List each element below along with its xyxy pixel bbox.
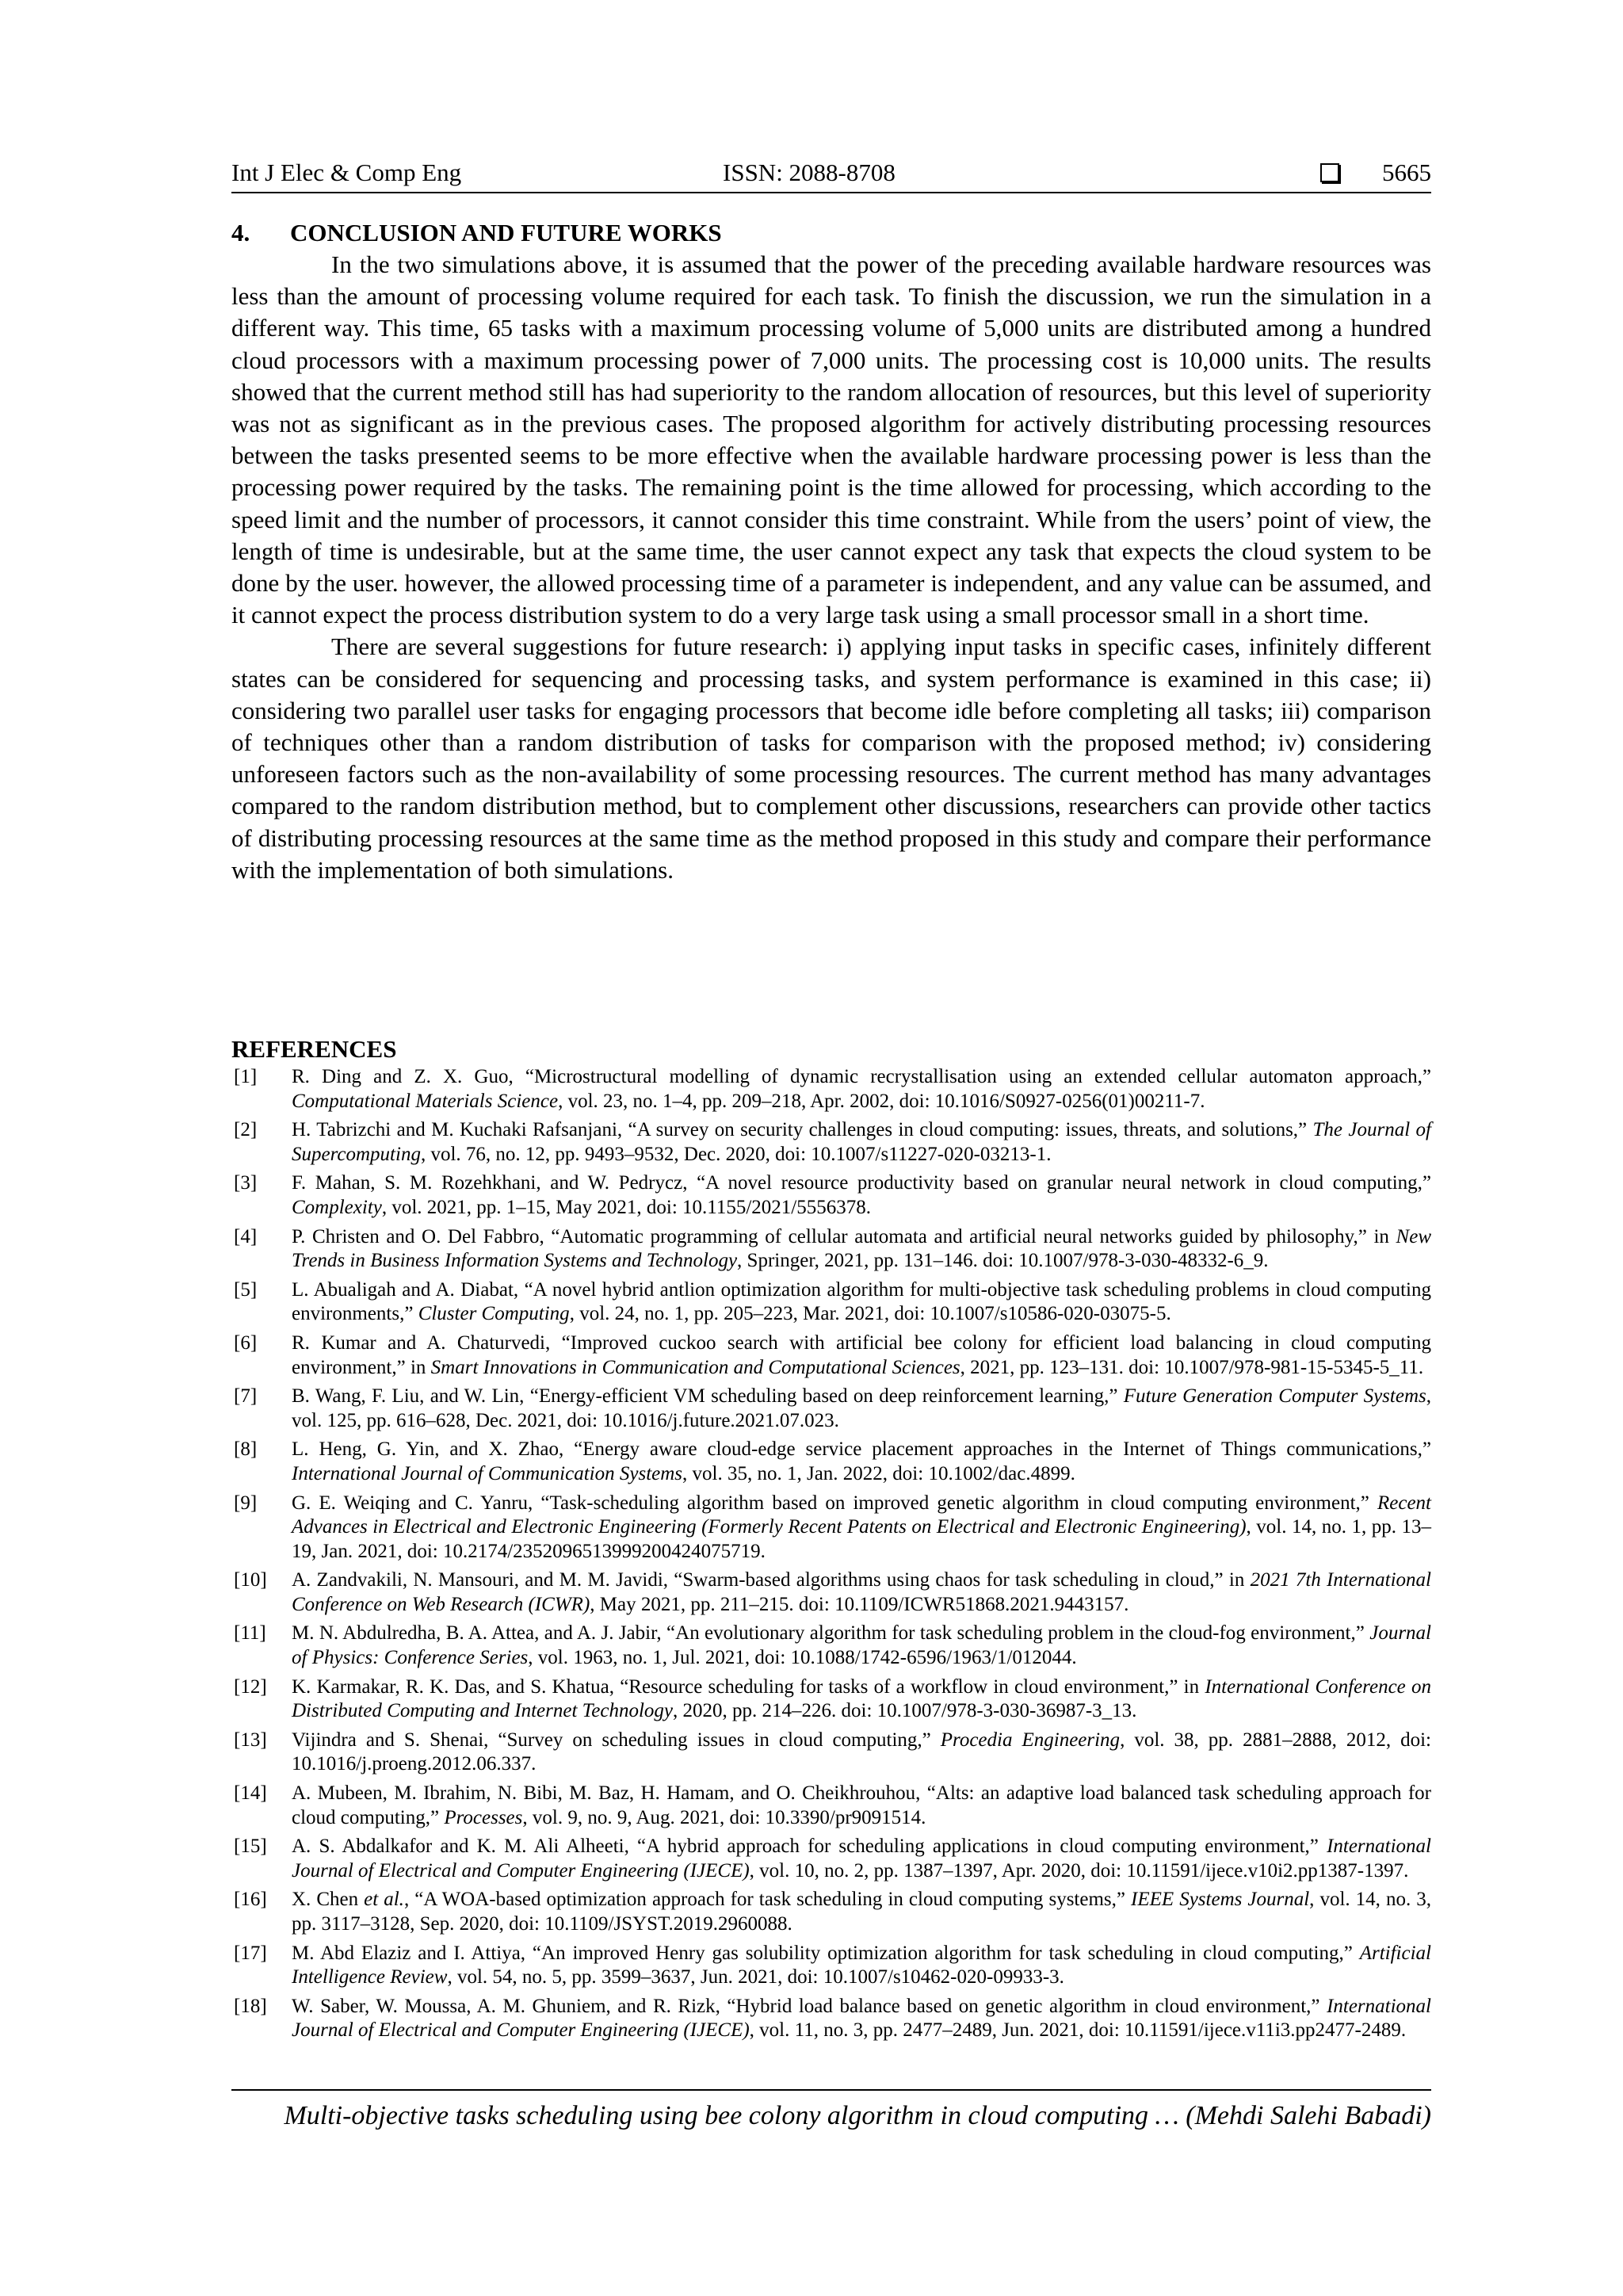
- reference-text: , vol. 76, no. 12, pp. 9493–9532, Dec. 2020, doi: 10.1007/s11227-020-03213-1.: [420, 1143, 1052, 1165]
- reference-venue: International Conference on Distributed Computing and Internet Technology: [292, 1675, 1431, 1722]
- reference-text: , Springer, 2021, pp. 131–146. doi: 10.1007/978-3-030-48332-6_9.: [737, 1250, 1269, 1272]
- reference-item: [231, 1835, 1431, 1883]
- running-footer: Multi-objective tasks scheduling using bee colony algorithm in cloud computing … (Mehdi Salehi Babadi): [284, 2101, 1431, 2130]
- reference-item: [231, 1065, 1431, 1114]
- reference-venue: IEEE Systems Journal: [1131, 1889, 1310, 1911]
- reference-text: R. Ding and Z. X. Guo, “Microstructural modelling of dynamic recrystallisation using an extended cellular automaton approach,”: [292, 1066, 1431, 1087]
- footer-divider: [231, 2089, 1431, 2091]
- reference-item: [231, 1278, 1431, 1327]
- reference-number: [6]: [234, 1331, 258, 1354]
- references-heading: REFERENCES: [231, 1035, 397, 1063]
- reference-venue: 2021 7th International Conference on Web Research (ICWR): [292, 1569, 1431, 1615]
- issn: ISSN: 2088-8708: [723, 159, 896, 186]
- reference-venue: Procedia Engineering: [940, 1729, 1121, 1751]
- reference-item: [231, 1888, 1431, 1936]
- square-box-icon: [1320, 163, 1339, 182]
- reference-venue: Computational Materials Science: [292, 1090, 559, 1112]
- reference-text: R. Kumar and A. Chaturvedi, “Improved cuckoo search with artificial bee colony for efficient load balancing in cloud computing environment,” in: [292, 1331, 1431, 1378]
- reference-text: G. E. Weiqing and C. Yanru, “Task-scheduling algorithm based on improved genetic algorithm in cloud computing environment,”: [292, 1492, 1377, 1514]
- reference-item: [231, 1171, 1431, 1220]
- reference-text: , vol. 38, pp. 2881–2888, 2012, doi: 10.1016/j.proeng.2012.06.337.: [292, 1729, 1431, 1775]
- reference-text: , “A WOA-based optimization approach for task scheduling in cloud computing systems,”: [403, 1889, 1132, 1911]
- reference-venue: The Journal of Supercomputing: [292, 1119, 1431, 1165]
- page-number: 5665: [1382, 159, 1431, 186]
- references-section: [231, 1035, 1431, 2048]
- reference-number: [8]: [234, 1438, 258, 1461]
- reference-text: , vol. 125, pp. 616–628, Dec. 2021, doi: 10.1016/j.future.2021.07.023.: [292, 1385, 1431, 1431]
- reference-item: [231, 1729, 1431, 1777]
- reference-item: [231, 1568, 1431, 1617]
- reference-venue: Complexity: [292, 1196, 382, 1218]
- reference-venue: New Trends in Business Information Systems and Technology: [292, 1225, 1431, 1272]
- reference-item: [231, 1118, 1431, 1167]
- reference-number: [11]: [234, 1622, 266, 1645]
- page-header: [231, 155, 1431, 190]
- reference-number: [7]: [234, 1385, 258, 1408]
- reference-item: [231, 1438, 1431, 1486]
- reference-text: , vol. 23, no. 1–4, pp. 209–218, Apr. 2002, doi: 10.1016/S0927-0256(01)00211-7.: [558, 1090, 1205, 1112]
- reference-venue: Artificial Intelligence Review: [292, 1942, 1431, 1988]
- reference-text: , vol. 24, no. 1, pp. 205–223, Mar. 2021, doi: 10.1007/s10586-020-03075-5.: [569, 1303, 1171, 1325]
- reference-text: A. Mubeen, M. Ibrahim, N. Bibi, M. Baz, H. Hamam, and O. Cheikhrouhou, “Alts: an adaptive load balanced task scheduling approach for cloud computing,”: [292, 1782, 1431, 1828]
- reference-number: [1]: [234, 1066, 258, 1087]
- reference-number: [10]: [234, 1569, 267, 1591]
- reference-venue: Journal of Physics: Conference Series: [292, 1622, 1431, 1669]
- reference-venue: Smart Innovations in Communication and Computational Sciences: [430, 1356, 960, 1378]
- reference-item: [231, 1225, 1431, 1274]
- section-number: 4.: [231, 219, 250, 246]
- reference-text: H. Tabrizchi and M. Kuchaki Rafsanjani, “A survey on security challenges in cloud computing: issues, threats, and solutions,”: [292, 1119, 1313, 1141]
- reference-text: Vijindra and S. Shenai, “Survey on scheduling issues in cloud computing,”: [292, 1729, 941, 1751]
- reference-venue: Processes: [444, 1806, 523, 1828]
- reference-number: [16]: [234, 1889, 267, 1911]
- reference-venue: Cluster Computing: [418, 1303, 570, 1325]
- journal-name: Int J Elec & Comp Eng: [231, 159, 462, 186]
- section-heading: [231, 217, 1431, 249]
- reference-number: [18]: [234, 1995, 267, 2017]
- reference-text: , May 2021, pp. 211–215. doi: 10.1109/ICWR51868.2021.9443157.: [590, 1593, 1129, 1615]
- reference-item: [231, 1782, 1431, 1830]
- reference-text: L. Abualigah and A. Diabat, “A novel hybrid antlion optimization algorithm for multi-objective task scheduling problems in cloud computing environments,”: [292, 1278, 1431, 1325]
- reference-text: A. Zandvakili, N. Mansouri, and M. M. Javidi, “Swarm-based algorithms using chaos for task scheduling in cloud,” in: [292, 1569, 1251, 1591]
- reference-text: P. Christen and O. Del Fabbro, “Automatic programming of cellular automata and artificial neural networks guided by philosophy,” in: [292, 1225, 1396, 1247]
- reference-list: [231, 1065, 1431, 2043]
- reference-number: [14]: [234, 1782, 267, 1805]
- reference-number: [17]: [234, 1942, 267, 1964]
- reference-number: [5]: [234, 1278, 258, 1301]
- reference-text: F. Mahan, S. M. Rozehkhani, and W. Pedrycz, “A novel resource productivity based on granular neural network in cloud computing,”: [292, 1172, 1431, 1194]
- reference-venue: Future Generation Computer Systems: [1123, 1385, 1426, 1408]
- reference-text: B. Wang, F. Liu, and W. Lin, “Energy-efficient VM scheduling based on deep reinforcement learning,”: [292, 1385, 1124, 1408]
- reference-text: , vol. 11, no. 3, pp. 2477–2489, Jun. 2021, doi: 10.11591/ijece.v11i3.pp2477-2489.: [749, 2019, 1407, 2042]
- reference-text: , vol. 35, no. 1, Jan. 2022, doi: 10.1002/dac.4899.: [682, 1462, 1075, 1484]
- reference-text: X. Chen: [292, 1889, 365, 1911]
- reference-text: , vol. 54, no. 5, pp. 3599–3637, Jun. 2021, doi: 10.1007/s10462-020-09933-3.: [447, 1966, 1064, 1988]
- reference-item: [231, 1995, 1431, 2043]
- reference-text: , 2020, pp. 214–226. doi: 10.1007/978-3-030-36987-3_13.: [673, 1700, 1137, 1722]
- reference-text: , vol. 2021, pp. 1–15, May 2021, doi: 10.1155/2021/5556378.: [381, 1196, 871, 1218]
- reference-venue: International Journal of Communication Systems: [292, 1462, 683, 1484]
- reference-venue: et al.: [364, 1889, 404, 1911]
- reference-item: [231, 1942, 1431, 1990]
- reference-item: [231, 1492, 1431, 1564]
- reference-text: , vol. 14, no. 3, pp. 3117–3128, Sep. 2020, doi: 10.1109/JSYST.2019.2960088.: [292, 1889, 1432, 1935]
- reference-number: [15]: [234, 1836, 267, 1858]
- reference-number: [2]: [234, 1119, 258, 1141]
- reference-item: [231, 1675, 1431, 1724]
- reference-text: , vol. 14, no. 1, pp. 13–19, Jan. 2021, doi: 10.2174/2352096513999200424075719.: [292, 1516, 1431, 1562]
- reference-venue: International Journal of Electrical and Computer Engineering (IJECE): [292, 1836, 1431, 1881]
- reference-text: M. N. Abdulredha, B. A. Attea, and A. J. Jabir, “An evolutionary algorithm for task scheduling problem in the cloud-fog environment,”: [292, 1622, 1370, 1645]
- reference-text: , vol. 10, no. 2, pp. 1387–1397, Apr. 2020, doi: 10.11591/ijece.v10i2.pp1387-1397.: [749, 1859, 1409, 1881]
- reference-item: [231, 1622, 1431, 1670]
- reference-item: [231, 1331, 1431, 1380]
- reference-text: K. Karmakar, R. K. Das, and S. Khatua, “Resource scheduling for tasks of a workflow in cloud environment,” in: [292, 1675, 1205, 1698]
- reference-number: [3]: [234, 1172, 258, 1194]
- reference-venue: Recent Advances in Electrical and Electronic Engineering (Formerly Recent Patents on Electrical and Electronic Engineering): [292, 1492, 1431, 1538]
- header-divider: [231, 192, 1431, 193]
- reference-text: , vol. 1963, no. 1, Jul. 2021, doi: 10.1088/1742-6596/1963/1/012044.: [528, 1647, 1077, 1669]
- reference-number: [4]: [234, 1225, 258, 1247]
- reference-text: M. Abd Elaziz and I. Attiya, “An improved Henry gas solubility optimization algorithm for task scheduling in cloud computing,”: [292, 1942, 1360, 1964]
- reference-text: L. Heng, G. Yin, and X. Zhao, “Energy aware cloud-edge service placement approaches in the Internet of Things communications,”: [292, 1438, 1431, 1461]
- reference-text: , vol. 9, no. 9, Aug. 2021, doi: 10.3390/pr9091514.: [522, 1806, 926, 1828]
- reference-number: [12]: [234, 1675, 267, 1698]
- reference-text: W. Saber, W. Moussa, A. M. Ghuniem, and R. Rizk, “Hybrid load balance based on genetic algorithm in cloud environment,”: [292, 1995, 1327, 2017]
- reference-text: , 2021, pp. 123–131. doi: 10.1007/978-981-15-5345-5_11.: [960, 1356, 1424, 1378]
- reference-number: [9]: [234, 1492, 258, 1514]
- reference-item: [231, 1385, 1431, 1433]
- reference-number: [13]: [234, 1729, 267, 1751]
- paragraph-2: There are several suggestions for future research: i) applying input tasks in specific cases, infinitely different states can be considered for sequencing and processing tasks, and system performance is examined in this case; ii) considering two parallel user tasks for engaging processors that become idle before completing all tasks; iii) comparison of techniques other than a random distribution of tasks for comparison with the proposed method; iv) considering unforeseen factors such as the non-availability of some processing resources. The current method has many advantages compared to the random distribution method, but to complement other discussions, researchers can provide other tactics of distributing processing resources at the same time as the method proposed in this study and compare their performance with the implementation of both simulations.: [231, 632, 1431, 884]
- paragraph-1: In the two simulations above, it is assumed that the power of the preceding available hardware resources was less than the amount of processing volume required for each task. To finish the discussion, we run the simulation in a different way. This time, 65 tasks with a maximum processing volume of 5,000 units are distributed among a hundred cloud processors with a maximum processing power of 7,000 units. The processing cost is 10,000 units. The results showed that the current method still has had superiority to the random allocation of resources, but this level of superiority was not as significant as in the previous cases. The proposed algorithm for actively distributing processing resources between the tasks presented seems to be more effective when the available hardware processing power is less than the processing power required by the tasks. The remaining point is the time allowed for processing, which according to the speed limit and the number of processors, it cannot consider this time constraint. While from the users’ point of view, the length of time is undesirable, but at the same time, the user cannot expect any task that expects the cloud system to be done by the user. however, the allowed processing time of a parameter is independent, and any value can be assumed, and it cannot expect the process distribution system to do a very large task using a small processor small in a short time.: [231, 250, 1431, 629]
- section-title: CONCLUSION AND FUTURE WORKS: [290, 219, 722, 246]
- reference-venue: International Journal of Electrical and Computer Engineering (IJECE): [292, 1995, 1431, 2042]
- reference-text: A. S. Abdalkafor and K. M. Ali Alheeti, “A hybrid approach for scheduling applications in cloud computing environment,”: [292, 1836, 1327, 1858]
- conclusion-section: [231, 217, 1431, 886]
